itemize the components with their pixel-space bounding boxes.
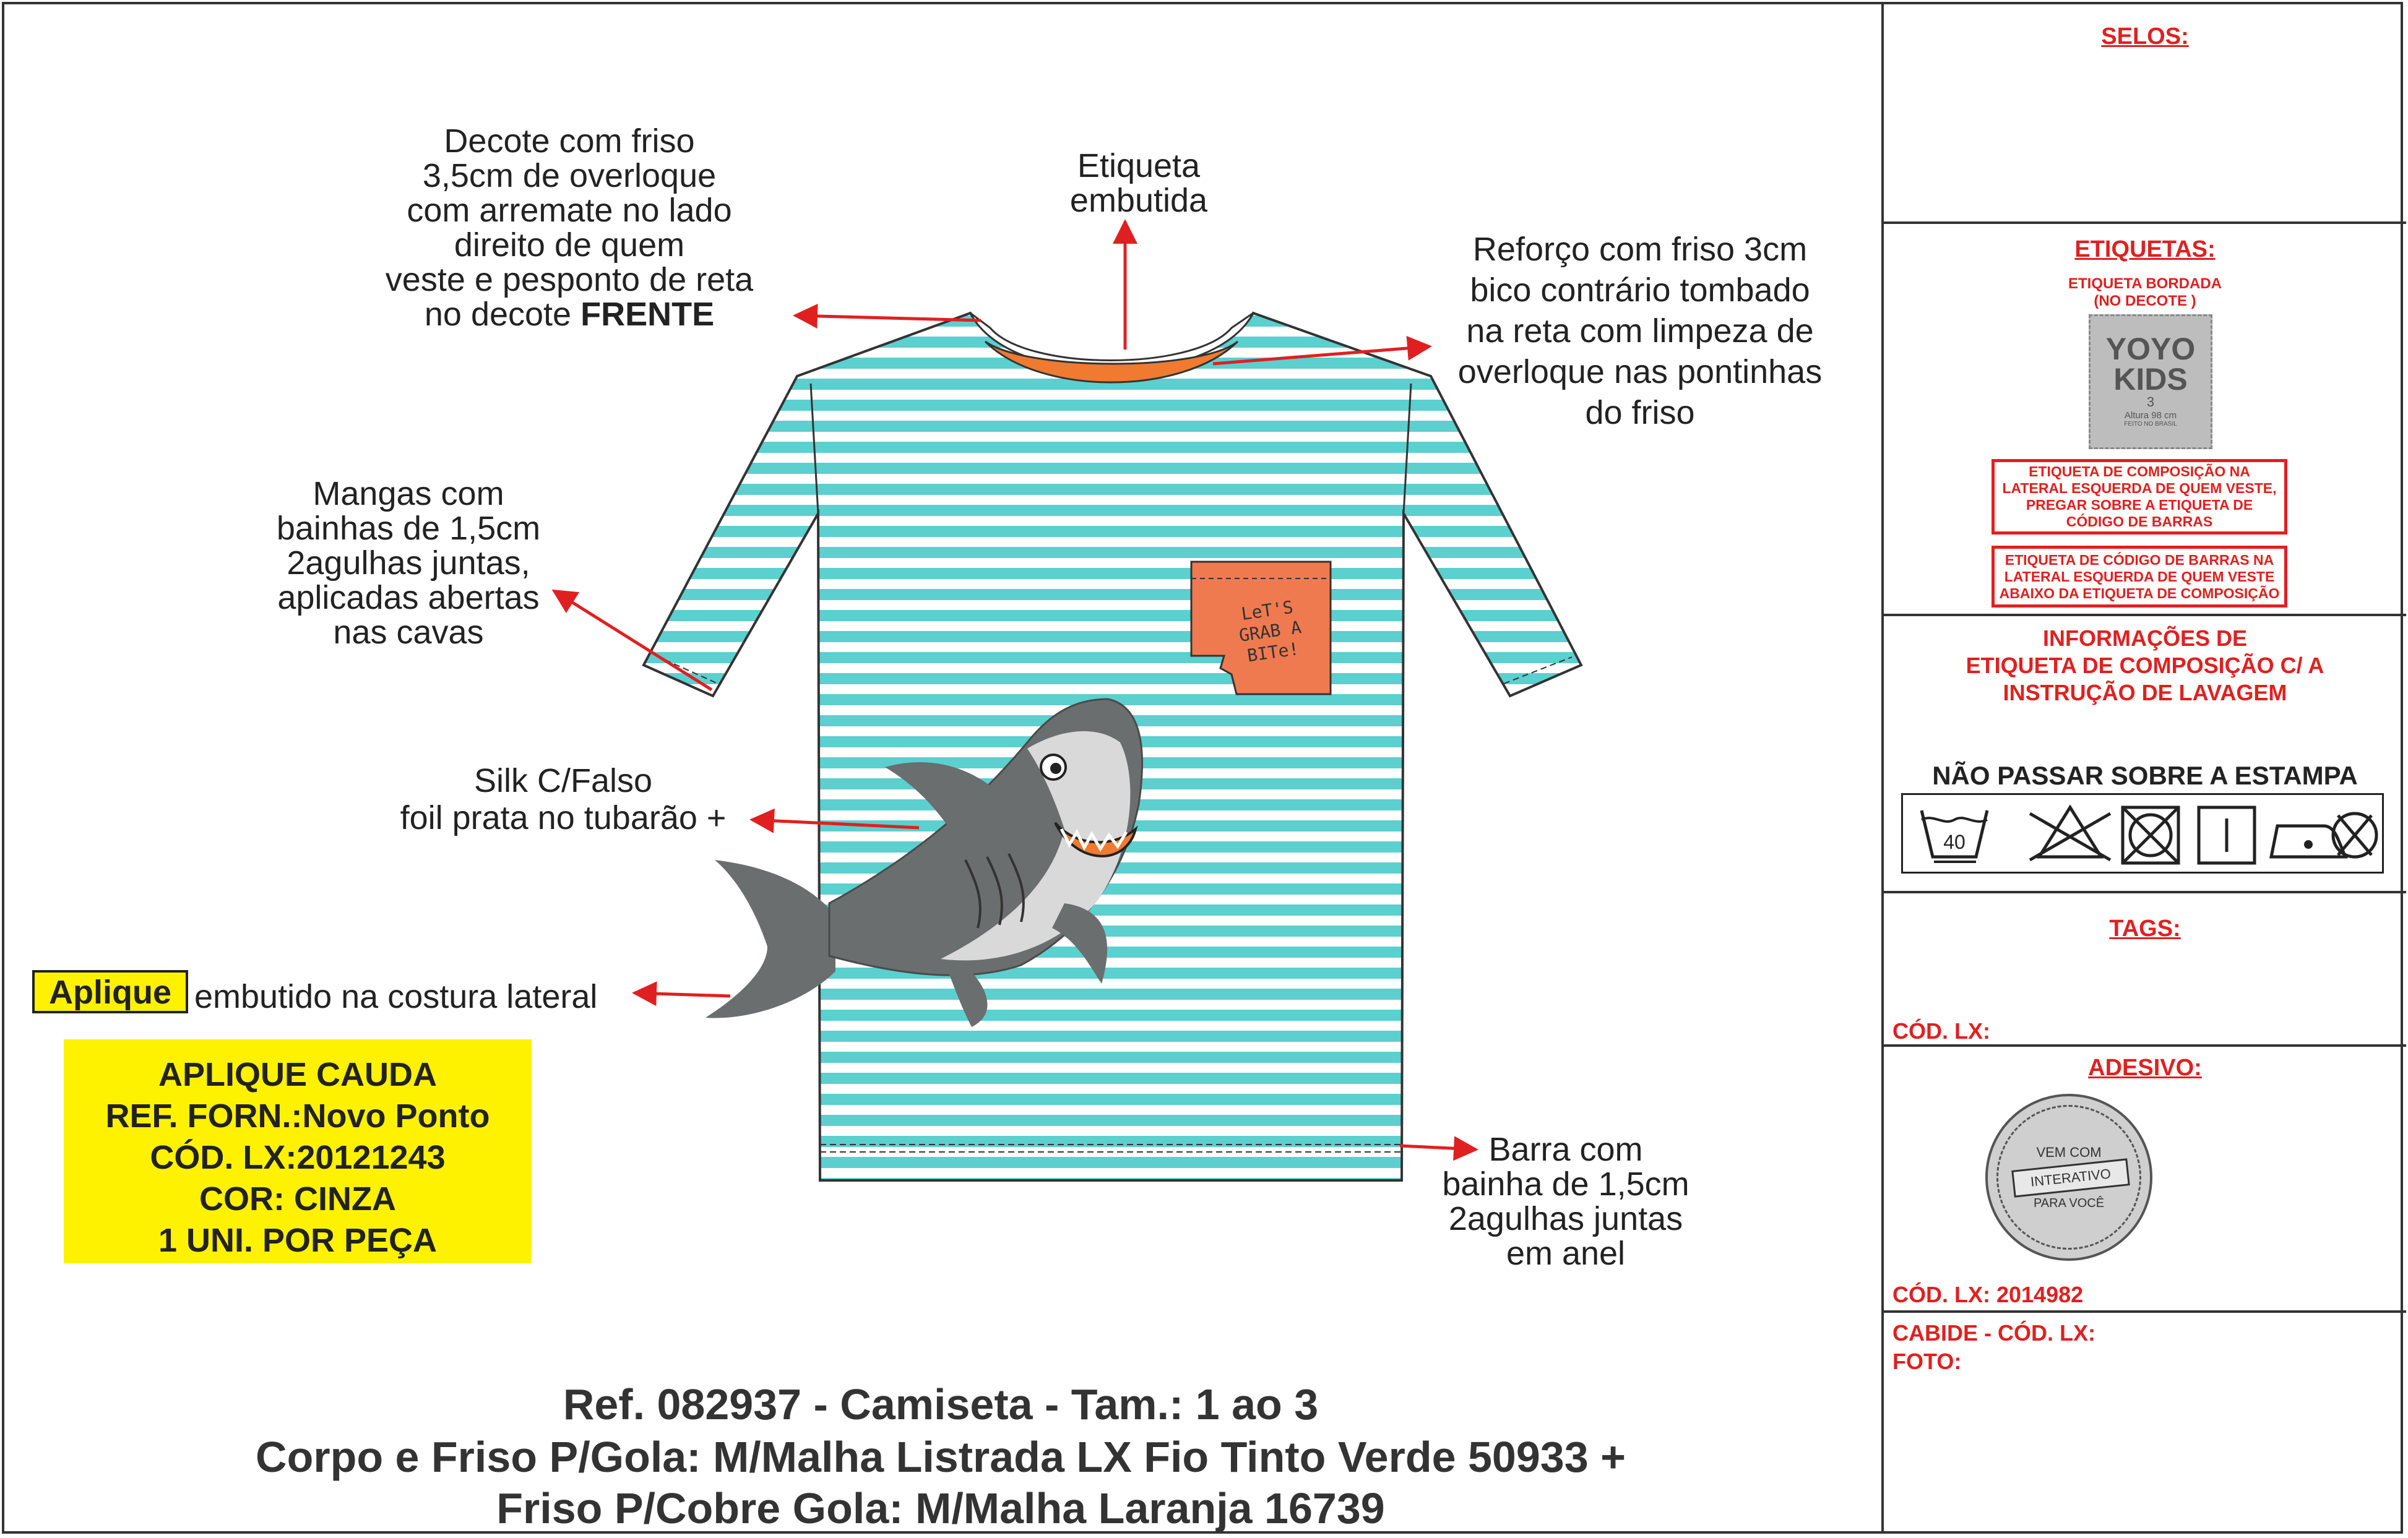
nao-passar-note: NÃO PASSAR SOBRE A ESTAMPA [1932,761,2358,790]
no-tumble-dry-icon [2123,807,2178,863]
tags-cod-lx: CÓD. LX: [1892,1018,1990,1044]
shark-tail-applique [706,860,835,1018]
selos-title: SELOS: [2101,24,2189,49]
adesivo-badge: VEM COM INTERATIVO PARA VOCÊ [1985,1094,2152,1261]
aplique-note: embutido na costura lateral [194,978,598,1015]
footer-body: Corpo e Friso P/Gola: M/Malha Listrada LX Fio Tinto Verde 50933 + [256,1433,1626,1481]
aplique-spec-box: APLIQUE CAUDA REF. FORN.:Novo Ponto CÓD. LX:20121243 COR: CINZA 1 UNI. POR PEÇA [64,1039,532,1263]
adesivo-cod-lx: CÓD. LX: 2014982 [1892,1282,2084,1307]
line-dry-icon [2199,807,2255,863]
footer-collar: Friso P/Cobre Gola: M/Malha Laranja 16739 [496,1484,1385,1532]
no-dry-clean-icon [2333,814,2376,857]
sidebar-divider-5 [1881,1310,2406,1313]
footer-ref: Ref. 082937 - Camiseta - Tam.: 1 ao 3 [563,1380,1319,1428]
cabide-cod-lx: CABIDE - CÓD. LX: [1892,1320,2095,1346]
note-silk: Silk C/Falso foil prata no tubarão + [400,762,727,836]
note-decote: Decote com friso 3,5cm de overloque com arremate no lado direito de quem veste e pesponto de reta no decote FRENTE [385,122,754,333]
note-mangas: Mangas com bainhas de 1,5cm 2agulhas juntas, aplicadas abertas nas cavas [276,475,541,651]
decote-bold: FRENTE [580,296,715,333]
tags-title: TAGS: [2109,916,2181,942]
note-reforco: Reforço com friso 3cm bico contrário tombado na reta com limpeza de overloque nas pontinhas do friso [1457,231,1823,431]
sidebar-divider-1 [1881,221,2406,224]
sidebar-divider-3 [1881,891,2406,893]
etiquetas-title: ETIQUETAS: [2074,236,2216,262]
note-etiqueta: Etiqueta embutida [1069,147,1208,219]
note-barra: Barra com bainha de 1,5cm 2agulhas juntas em anel [1442,1131,1689,1272]
care-symbols-svg [1903,795,2382,872]
sidebar-divider-4 [1881,1044,2406,1047]
sidebar-divider-2 [1881,614,2406,616]
wash-40-icon [1922,810,1987,862]
etiqueta-bordada-note: ETIQUETA BORDADA (NO DECOTE ) [2068,275,2222,309]
svg-text:40: 40 [1943,831,1966,853]
adesivo-title: ADESIVO: [2088,1055,2202,1081]
aplique-label: Aplique [32,970,188,1013]
care-symbols [1901,793,2384,874]
pocket-text: LeT'S GRAB A BITe! [1238,596,1303,666]
barcode-label-box: ETIQUETA DE CÓDIGO DE BARRAS NA LATERAL ESQUERDA DE QUEM VESTE ABAIXO DA ETIQUETA DE COMPOSIÇÃO [1992,546,2287,608]
foto-label: FOTO: [1892,1349,1962,1374]
composicao-label-box: ETIQUETA DE COMPOSIÇÃO NA LATERAL ESQUERDA DE QUEM VESTE, PREGAR SOBRE A ETIQUETA DE CÓDIGO DE BARRAS [1992,459,2287,535]
informacoes-title: INFORMAÇÕES DE ETIQUETA DE COMPOSIÇÃO C/ A INSTRUÇÃO DE LAVAGEM [1966,625,2324,705]
no-bleach-icon [2030,807,2110,860]
brand-label: YOYO KIDS 3 Altura 98 cm FEITO NO BRASIL [2089,314,2212,449]
